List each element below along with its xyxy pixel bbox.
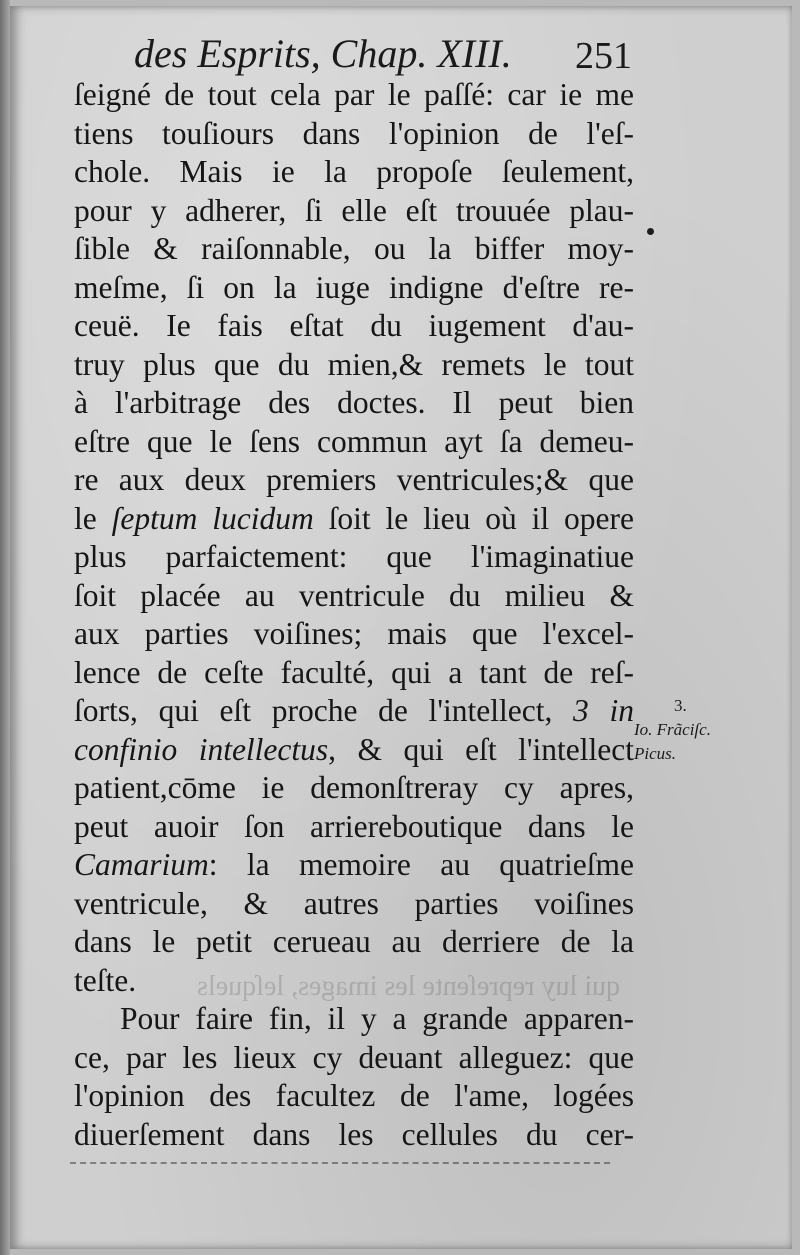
- text-line: [74, 1000, 634, 1039]
- text-line-roman: chole. Mais ie la propoſe ſeulement,: [74, 154, 634, 189]
- text-line-roman: ſoit le lieu où il opere: [313, 500, 634, 536]
- text-line-roman: ceuë. Ie fais eſtat du iugement d'au-: [74, 308, 634, 343]
- marginal-note-line: Picus.: [634, 744, 677, 763]
- text-line: [74, 962, 634, 1001]
- body-text: [74, 76, 634, 1154]
- text-line: [74, 115, 634, 154]
- text-line-roman: l'opinion des facultez de l'ame, logées: [74, 1078, 634, 1113]
- page-number: 251: [575, 35, 632, 77]
- text-line-roman: lence de ceſte faculté, qui a tant de reſ-: [74, 654, 634, 690]
- text-line-roman: Pour faire fin, il y a grande apparen-: [120, 1001, 634, 1036]
- text-line-italic: Camarium: [74, 847, 209, 882]
- text-line: [74, 808, 634, 847]
- text-line: [74, 307, 634, 346]
- text-line: [74, 692, 634, 731]
- text-line: [74, 384, 634, 423]
- book-gutter-edge: [0, 0, 10, 1255]
- text-line: [74, 846, 634, 885]
- text-line: [74, 654, 634, 693]
- text-line: [74, 538, 634, 577]
- text-line: [74, 230, 634, 269]
- text-line-roman: teſte.: [74, 962, 137, 998]
- marginal-note-number: 3.: [674, 696, 687, 715]
- text-line-roman: diuerſement dans les cellules du cer-: [74, 1116, 634, 1152]
- marginal-note-line: Io. Frãciſc.: [634, 720, 711, 739]
- text-line-italic: confinio intellectus: [74, 731, 329, 767]
- text-line-italic: ſeptum lucidum: [111, 500, 314, 536]
- text-line: [74, 269, 634, 308]
- text-line-roman: pour y adherer, ſi elle eſt trouuée plau-: [74, 192, 634, 228]
- text-line: [74, 615, 634, 654]
- text-line-roman: truy plus que du mien,& remets le tout: [74, 346, 634, 382]
- ink-speck: [647, 228, 654, 235]
- text-line: [74, 1077, 634, 1116]
- text-line: [74, 192, 634, 231]
- text-line-italic: 3 in: [573, 693, 634, 728]
- text-line: [74, 577, 634, 616]
- text-line-roman: ſible & raiſonnable, ou la biffer moy-: [74, 231, 634, 266]
- text-line-roman: peut auoir ſon arriereboutique dans le: [74, 808, 634, 844]
- text-line-roman: re aux deux premiers ventricules;& que: [74, 462, 634, 497]
- text-line-roman: : la memoire au quatrieſme: [208, 847, 634, 882]
- marginal-note: [634, 694, 784, 766]
- text-line: [74, 923, 634, 962]
- text-line: [74, 885, 634, 924]
- text-line-roman: aux parties voiſines; mais que l'excel-: [74, 616, 634, 651]
- text-line: [74, 500, 634, 539]
- text-line: [74, 76, 634, 115]
- text-line-roman: plus parfaictement: que l'imaginatiue: [74, 539, 634, 574]
- text-line-roman: ce, par les lieux cy deuant alleguez: que: [74, 1039, 634, 1075]
- text-line-roman: ſeigné de tout cela par le paſſé: car ie me: [74, 77, 634, 112]
- text-line-roman: , & qui eſt l'intellect: [328, 731, 635, 767]
- text-line-roman: dans le petit cerueau au derriere de la: [74, 924, 634, 959]
- text-line-roman: ſorts, qui eſt proche de l'intellect,: [74, 693, 574, 728]
- text-line: [74, 731, 634, 770]
- text-line: [74, 1116, 634, 1155]
- text-line: [74, 1039, 634, 1078]
- text-line-roman: à l'arbitrage des doctes. Il peut bien: [74, 385, 634, 420]
- bleed-through-text: qui luy repreſente les images, leſquels: [197, 971, 620, 1002]
- text-line: [74, 769, 634, 808]
- text-line: [74, 346, 634, 385]
- text-line-roman: tiens touſiours dans l'opinion de l'eſ-: [74, 115, 634, 151]
- text-line-roman: meſme, ſi on la iuge indigne d'eſtre re-: [74, 269, 634, 305]
- text-line-roman: ventricule, & autres parties voiſines: [74, 885, 634, 921]
- text-line: [74, 461, 634, 500]
- text-line: [74, 423, 634, 462]
- text-line-roman: ſoit placée au ventricule du milieu &: [74, 577, 634, 613]
- text-line-roman: patient,cōme ie demonſtreray cy apres,: [74, 770, 634, 805]
- text-line-roman: eſtre que le ſens commun ayt ſa demeu-: [74, 423, 634, 459]
- text-line: [74, 153, 634, 192]
- running-title: des Esprits, Chap. XIII.: [134, 31, 512, 76]
- text-line-roman: le: [74, 500, 112, 536]
- page-bottom-rule: [70, 1162, 610, 1164]
